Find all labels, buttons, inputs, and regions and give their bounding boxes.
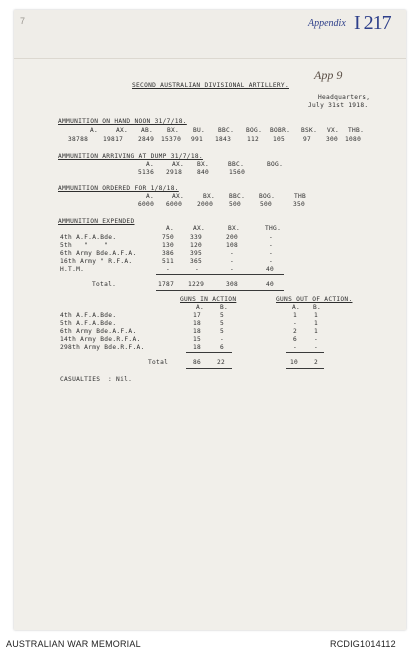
on-hand-header: AB. <box>141 127 154 134</box>
expended-cell: 200 <box>226 234 239 241</box>
guns-in-cell: 17 <box>193 312 202 319</box>
guns-in-cell: 5 <box>220 320 225 327</box>
footer-institution: AUSTRALIAN WAR MEMORIAL <box>6 639 141 649</box>
hq-line-1: Headquarters, <box>318 94 371 101</box>
on-hand-value: 2849 <box>138 136 155 143</box>
expended-cell: 750 <box>162 234 175 241</box>
expended-unit: 4th A.F.A.Bde. <box>60 234 117 241</box>
guns-out-total: 10 <box>290 359 299 366</box>
ordered-header: THB <box>294 193 307 200</box>
on-hand-value: 1080 <box>345 136 362 143</box>
arriving-header: AX. <box>172 161 185 168</box>
guns-in-total: 86 <box>193 359 202 366</box>
arriving-header: BOG. <box>267 161 284 168</box>
on-hand-value: 15370 <box>161 136 182 143</box>
guns-out-cell: 2 <box>293 328 298 335</box>
on-hand-value: 300 <box>326 136 339 143</box>
ordered-header: A. <box>146 193 155 200</box>
expended-total: 40 <box>266 281 275 288</box>
guns-in-cell: 6 <box>220 344 225 351</box>
hq-date: July 31st 1918. <box>308 102 369 109</box>
guns-in-total: 22 <box>217 359 226 366</box>
arriving-value: 2918 <box>166 169 183 176</box>
guns-out-cell: 1 <box>314 320 319 327</box>
on-hand-header: AX. <box>116 127 129 134</box>
guns-in-bottom-rule <box>186 368 232 369</box>
appendix-label: Appendix <box>308 18 346 29</box>
on-hand-value: 19817 <box>103 136 124 143</box>
expended-cell: - <box>230 258 235 265</box>
arriving-value: 5136 <box>138 169 155 176</box>
expended-unit: 6th Army Bde.A.F.A. <box>60 250 137 257</box>
expended-total-label: Total. <box>92 281 117 288</box>
guns-in-subheader: A. <box>196 304 205 311</box>
expended-total: 308 <box>226 281 239 288</box>
appendix-number: I 217 <box>354 12 391 34</box>
guns-total-label: Total <box>148 359 169 366</box>
casualties-label: CASUALTIES <box>60 376 101 383</box>
ordered-value: 500 <box>229 201 242 208</box>
on-hand-value: 38788 <box>68 136 89 143</box>
expended-cell: 339 <box>190 234 203 241</box>
expended-unit: H.T.M. <box>60 266 85 273</box>
guns-out-cell: 1 <box>293 312 298 319</box>
on-hand-heading: AMMUNITION ON HAND NOON 31/7/18. <box>58 118 187 125</box>
ordered-value: 6000 <box>138 201 155 208</box>
guns-in-cell: 15 <box>193 336 202 343</box>
expended-cell: 365 <box>190 258 203 265</box>
expended-cell: 386 <box>162 250 175 257</box>
guns-out-cell: - <box>293 344 298 351</box>
guns-unit: 14th Army Bde.R.F.A. <box>60 336 141 343</box>
ordered-value: 350 <box>293 201 306 208</box>
expended-cell: 130 <box>162 242 175 249</box>
on-hand-header: BOG. <box>246 127 263 134</box>
expended-cell: - <box>166 266 171 273</box>
ordered-heading: AMMUNITION ORDERED FOR 1/8/18. <box>58 185 179 192</box>
on-hand-header: BX. <box>167 127 180 134</box>
expended-unit: 5th " " <box>60 242 109 249</box>
folded-top-strip <box>14 10 406 59</box>
on-hand-value: 105 <box>273 136 286 143</box>
arriving-heading: AMMUNITION ARRIVING AT DUMP 31/7/18. <box>58 153 203 160</box>
guns-in-cell: - <box>220 336 225 343</box>
expended-cell: - <box>269 242 274 249</box>
expended-unit: 16th Army " R.F.A. <box>60 258 133 265</box>
expended-cell: 511 <box>162 258 175 265</box>
on-hand-header: BBC. <box>218 127 235 134</box>
expended-header: THG. <box>265 225 282 232</box>
guns-out-total: 2 <box>314 359 319 366</box>
ordered-value: 500 <box>260 201 273 208</box>
ordered-header: BX. <box>203 193 216 200</box>
guns-out-cell: - <box>314 336 319 343</box>
on-hand-header: BSK. <box>301 127 318 134</box>
ordered-header: AX. <box>172 193 185 200</box>
ordered-value: 6000 <box>166 201 183 208</box>
guns-unit: 5th A.F.A.Bde. <box>60 320 117 327</box>
expended-cell: 120 <box>190 242 203 249</box>
guns-in-cell: 18 <box>193 328 202 335</box>
arriving-value: 1560 <box>229 169 246 176</box>
guns-out-cell: 1 <box>314 312 319 319</box>
guns-out-cell: - <box>314 344 319 351</box>
expended-total: 1787 <box>158 281 175 288</box>
expended-total: 1229 <box>188 281 205 288</box>
margin-note: 7 <box>20 16 26 26</box>
on-hand-header: A. <box>90 127 99 134</box>
expended-header: A. <box>166 225 175 232</box>
ordered-header: BOG. <box>259 193 276 200</box>
guns-out-subheader: A. <box>292 304 301 311</box>
expended-total-rule <box>156 274 284 275</box>
guns-out-cell: 1 <box>314 328 319 335</box>
guns-in-subheader: B. <box>220 304 229 311</box>
expended-cell: 40 <box>266 266 275 273</box>
document-title: SECOND AUSTRALIAN DIVISIONAL ARTILLERY. <box>132 82 289 89</box>
expended-cell: - <box>269 250 274 257</box>
arriving-header: A. <box>146 161 155 168</box>
on-hand-value: 112 <box>247 136 260 143</box>
arriving-header: BX. <box>197 161 210 168</box>
expended-cell: - <box>269 258 274 265</box>
on-hand-value: 1843 <box>215 136 232 143</box>
guns-unit: 4th A.F.A.Bde. <box>60 312 117 319</box>
expended-cell: - <box>230 250 235 257</box>
guns-out-subheader: B. <box>313 304 322 311</box>
guns-in-action-heading: GUNS IN ACTION <box>180 296 237 303</box>
guns-in-total-rule <box>186 352 232 353</box>
on-hand-header: VX. <box>327 127 340 134</box>
ordered-header: BBC. <box>229 193 246 200</box>
expended-cell: 395 <box>190 250 203 257</box>
on-hand-header: BOBR. <box>270 127 291 134</box>
guns-in-cell: 18 <box>193 344 202 351</box>
expended-cell: - <box>269 234 274 241</box>
guns-in-cell: 5 <box>220 312 225 319</box>
expended-cell: - <box>195 266 200 273</box>
guns-unit: 298th Army Bde.R.F.A. <box>60 344 145 351</box>
casualties-value: : Nil. <box>108 376 133 383</box>
guns-in-cell: 18 <box>193 320 202 327</box>
on-hand-header: THB. <box>348 127 365 134</box>
on-hand-value: 991 <box>191 136 204 143</box>
expended-header: AX. <box>193 225 206 232</box>
guns-in-cell: 5 <box>220 328 225 335</box>
arriving-header: BBC. <box>228 161 245 168</box>
guns-out-bottom-rule <box>286 368 324 369</box>
guns-out-cell: 6 <box>293 336 298 343</box>
expended-header: BX. <box>228 225 241 232</box>
on-hand-header: BU. <box>193 127 206 134</box>
handwritten-annotation: App 9 <box>314 68 343 82</box>
expended-cell: - <box>230 266 235 273</box>
arriving-value: 840 <box>197 169 210 176</box>
expended-cell: 108 <box>226 242 239 249</box>
expended-heading: AMMUNITION EXPENDED <box>58 218 135 225</box>
expended-bottom-rule <box>156 290 284 291</box>
on-hand-value: 97 <box>303 136 312 143</box>
guns-out-action-heading: GUNS OUT OF ACTION. <box>276 296 353 303</box>
ordered-value: 2000 <box>197 201 214 208</box>
guns-unit: 6th Army Bde.A.F.A. <box>60 328 137 335</box>
footer-record-id: RCDIG1014112 <box>330 639 396 649</box>
guns-out-total-rule <box>286 352 324 353</box>
guns-out-cell: - <box>293 320 298 327</box>
